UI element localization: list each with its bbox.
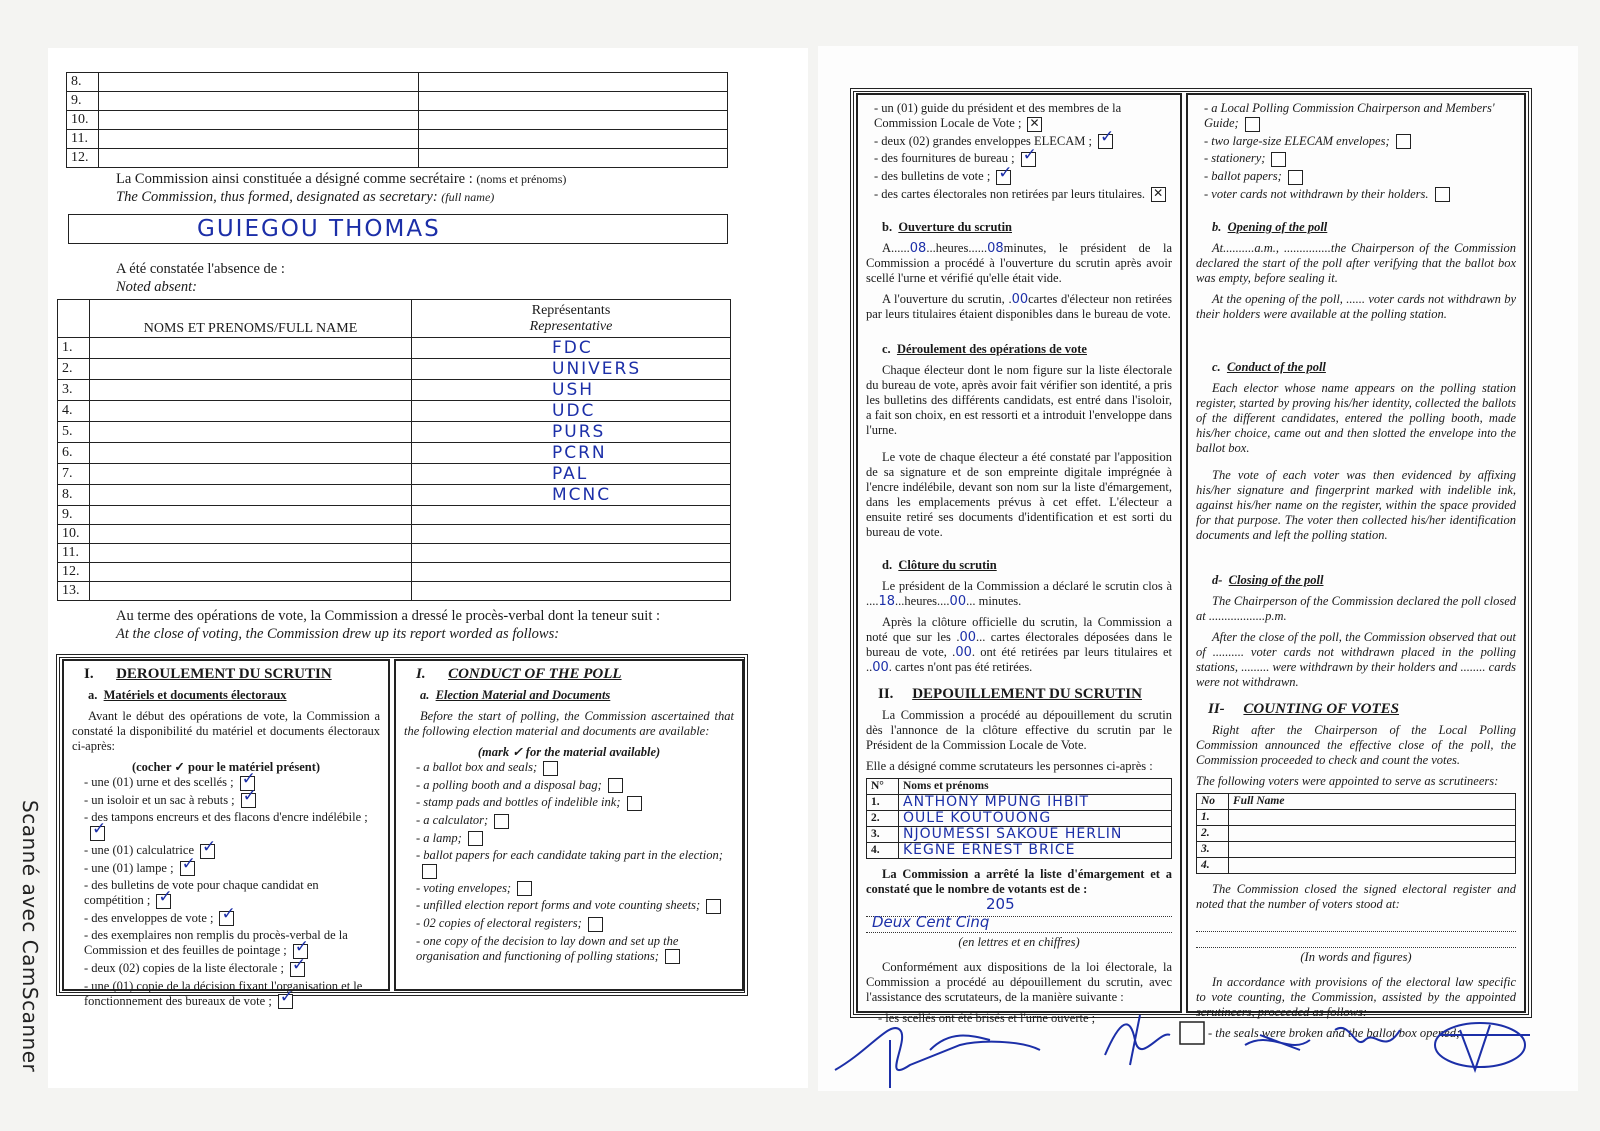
absent-name-cell[interactable] [90,485,412,506]
checkbox[interactable] [996,170,1011,185]
checkbox[interactable] [290,962,305,977]
absent-rep-cell[interactable] [412,525,731,544]
checkbox[interactable] [422,864,437,879]
table-row: 5. PURS [58,422,731,443]
rfr-material-item: - des bulletins de vote ;✓ [874,169,1172,185]
scrutineers-table-en: No Full Name 1. 2. 3. 4. [1196,793,1516,874]
report-intro-fr: Au terme des opérations de vote, la Commission a dressé le procès-verbal dont la teneur suit : [116,608,661,624]
table-row: 3. [1197,842,1516,858]
checkbox[interactable] [1396,134,1411,149]
member-rep-cell[interactable] [419,130,728,149]
opening-fr-p2: A l'ouverture du scrutin, .00cartes d'électeur non retirées par leurs titulaires étaient disponibles dans le bureau de vote. [866,292,1172,322]
checkbox[interactable] [1021,152,1036,167]
voters-hint-fr: (en lettres et en chiffres) [958,935,1080,950]
scrutineer-name-cell[interactable]: OULE KOUTOUONG [899,811,1172,827]
members-table-tail [66,72,728,168]
absent-rep-cell[interactable] [412,563,731,582]
absent-rep-cell[interactable]: PURS [412,422,731,443]
ren-material-list [1204,101,1516,202]
table-row: 1. [1197,810,1516,826]
rfr-material-list [874,101,1172,202]
table-row: 10. [58,525,731,544]
fr-material-item: - une (01) urne et des scellés ;✓ [84,775,380,791]
table-row: 1. FDC [58,338,731,359]
section-i-fr: I. DEROULEMENT DU SCRUTIN a. Matériels et documents électoraux Avant le début des opérations de vote, la Commission a constaté la disponibilité du matériel et documents électoraux ci-après: (cocher ✓ pour le matériel présent) - une (01) urne et des scellés ;✓ - un isoloir et un sac à rebuts ;✓ - des tampons encreurs et des flacons d'encre indélébile ;✓ - une (01) calculatrice✓ - une (01) lampe ;✓ - des bulletins de vote pour chaque candidat en compétition ;✓ - des enveloppes de vote ;✓ - des exemplaires non remplis du procès-verbal de la Commission et des feuilles de pointage ;✓ - deux (02) copies de la liste électorale ;✓ - une (01) copie de la décision fixant l'organisation et le fonctionnement des bureaux de vote ;✓ [62,659,390,991]
absent-rep-cell[interactable]: UDC [412,401,731,422]
voters-words-line[interactable]: Deux Cent Cinq [866,919,1172,933]
en-material-item: - a ballot box and seals; [416,760,734,776]
ren-material-item: - ballot papers; [1204,169,1516,185]
closing-fr-p2: Après la clôture officielle du scrutin, la Commission a noté que sur les .00... cartes électorales déposées dans le bureau de vote, .00. ont été retirées par leurs titulaires et ..00. cartes n'ont pas été retirées. [866,615,1173,676]
table-row: 2. [1197,826,1516,842]
table-row: 7. PAL [58,464,731,485]
checkbox[interactable] [278,994,293,1009]
en-material-item: - ballot papers for each candidate taking part in the election; [416,848,734,879]
checkbox[interactable] [494,814,509,829]
absent-rep-cell[interactable] [412,544,731,563]
law-en-item: - the seals were broken and the ballot box opened; [1208,1026,1461,1041]
table-row: 4. KEGNE ERNEST BRICE [867,843,1172,859]
rfr-material-item: - deux (02) grandes enveloppes ELECAM ;✓ [874,134,1172,150]
absent-name-cell[interactable] [90,563,412,582]
checkbox[interactable] [241,793,256,808]
signatures-area [830,1010,1550,1090]
checkbox[interactable] [468,831,483,846]
right-fr-column: - un (01) guide du président et des membres de la Commission Locale de Vote ;✕ - deux (02) grandes enveloppes ELECAM ;✓ - des fournitures de bureau ;✓ - des bulletins de vote ;✓ - des cartes électorales non retirées par leurs titulaires.✕ b. Ouverture du scrutin A......08...heures......08minutes, le président de la Commission a procédé à l'ouverture du scrutin après avoir scellé l'urne et vérifié qu'elle était vide. A l'ouverture du scrutin, .00cartes d'électeur non retirées par leurs titulaires étaient disponibles dans le bureau de vote. c. Déroulement des opérations de vote Chaque électeur dont le nom figure sur la liste électorale du bureau de vote, après avoir fait vérifier son identité, a pris les bulletins des différents candidats, est entré dans l'isoloir, a fait son choix, en est ressorti et a introduit l'enveloppe dans l'urne. Le vote de chaque électeur a été constaté par l'apposition de sa signature et de son empreinte digitale imprégnée à l'encre indélébile, devant son nom sur la liste d'émargement, dans les emplacements prévus à cet effet. L'électeur a ensuite retiré ses documents d'identification et est sorti du bureau de vote. d. Clôture du scrutin Le président de la Commission a déclaré le scrutin clos à ....18...heures....00... minutes. Après la clôture officielle du scrutin, la Commission a noté que sur les .00... cartes électorales déposées dans le bureau de vote, .00. ont été retirées par leurs titulaires et ..00. cartes n'ont pas été retirées. II. DEPOUILLEMENT DU SCRUTIN La Commission a procédé au dépouillement du scrutin dès l'annonce de la clôture effective du scrutin par le Président de la Commission Locale de Vote. Elle a désigné comme scrutateurs les personnes ci-après : N° Noms et prénoms 1. ANTHONY MPUNG IHBIT 2. OULE KOUTOUONG 3. NJOUMESSI SAKOUE HERLIN 4. KEGNE ERNEST BRICE La Commission a arrêté la liste d'émargement et a constaté que le nombre de votants est de : 205 Deux Cent Cinq (en lettres et en chiffres) Conformément aux dispositions de la loi électorale, la Commission a procédé au dépouillement du scrutin, avec l'assistance des scrutateurs, de la manière suivante : - les scellés ont été brisés et l'urne ouverte ; [856,93,1182,1013]
member-rep-cell[interactable] [419,73,728,92]
en-material-item: - voting envelopes; [416,881,734,897]
en-material-item: - a calculator; [416,813,734,829]
signature-1 [830,1010,1050,1090]
table-row: 3. NJOUMESSI SAKOUE HERLIN [867,827,1172,843]
absent-rep-cell[interactable]: PAL [412,464,731,485]
en-material-item: - unfilled election report forms and vote counting sheets; [416,898,734,914]
absence-label-en: Noted absent: [116,279,197,295]
secretary-label-fr: La Commission ainsi constituée a désigné comme secrétaire : (noms et prénoms) [116,171,567,187]
voters-label-fr: La Commission a arrêté la liste d'émargement et a constaté que le nombre de votants est de : [866,867,1172,897]
table-row: 12. [67,149,728,168]
scrutineer-name-cell[interactable] [1229,842,1516,858]
opening-en-p2: At the opening of the poll, ...... voter cards not withdrawn by their holders were available at the polling station. [1196,292,1516,322]
absent-rep-cell[interactable]: USH [412,380,731,401]
table-row: 1. ANTHONY MPUNG IHBIT [867,795,1172,811]
scrutineer-name-cell[interactable]: KEGNE ERNEST BRICE [899,843,1172,859]
ren-material-item: - a Local Polling Commission Chairperson and Members' Guide; [1204,101,1495,130]
checkbox[interactable] [156,894,171,909]
scrutineer-name-cell[interactable] [1229,810,1516,826]
voters-hint-en: (In words and figures) [1300,950,1412,965]
checkbox[interactable] [543,761,558,776]
fr-material-item: - des exemplaires non remplis du procès-verbal de la Commission et des feuilles de pointage ;✓ [84,928,380,959]
checkbox[interactable] [1027,117,1042,132]
scrutineer-name-cell[interactable] [1229,858,1516,874]
report-intro-en: At the close of voting, the Commission drew up its report worded as follows: [116,626,560,642]
conduct-fr-p2: Le vote de chaque électeur a été constaté par l'apposition de sa signature et de son empreinte digitale imprégnée à l'encre indélébile, devant son nom sur la liste d'émargement, dans les emplacements prévus à cet effet. L'électeur a ensuite retiré ses documents d'identification et est sorti du bureau de vote. [866,450,1172,540]
rfr-material-item: - des cartes électorales non retirées par leurs titulaires.✕ [874,187,1172,203]
right-en-column: - a Local Polling Commission Chairperson and Members' Guide; - two large-size ELECAM envelopes; - stationery; - ballot papers; - voter cards not withdrawn by their holders. b. Opening of the poll At..........a.m., ...............the Chairperson of the Commission declared the start of the poll after verifying that the ballot box was empty, before sealing it. At the opening of the poll, ...... voter cards not withdrawn by their holders were available at the polling station. c. Conduct of the poll Each elector whose name appears on the polling station register, started by proving his/her identity, collected the ballots of the different candidates, entered the polling booth, made his/her choice, came out and then slotted the envelope into the ballot box. The vote of each voter was then evidenced by affixing his/her signature and fingerprint marked with indelible ink, against his/her name on the register, within the space provided for that purpose. The voter then collected his/her identification documents and left the polling station. d- Closing of the poll The Chairperson of the Commission declared the poll closed at ..................p.m. After the close of the poll, the Commission observed that out of .......... voter cards not withdrawn placed in the polling stations, ......... were withdrawn by their holders and ........ cards were not withdrawn. II- COUNTING OF VOTES Right after the Chairperson of the Local Polling Commission announced the effective close of the poll, the Commission proceeded to check and count the votes. The following voters were appointed to serve as scrutineers: No Full Name 1. 2. 3. 4. The Commission closed the signed electoral register and noted that the number of voters stood at: (In words and figures) In accordance with provisions of the electoral law specific to vote counting, the Commission, assisted by the appointed scrutineers, proceeded as follows: - the seals were broken and the ballot box opened; [1186,93,1526,1013]
member-rep-cell[interactable] [419,111,728,130]
signature-2 [1100,1010,1220,1070]
table-row: 2. UNIVERS [58,359,731,380]
law-fr-item: - les scellés ont été brisés et l'urne ouverte ; [878,1011,1096,1026]
table-row: 4. UDC [58,401,731,422]
checkbox[interactable] [517,881,532,896]
absent-name-cell[interactable] [90,338,412,359]
table-row: 2. OULE KOUTOUONG [867,811,1172,827]
absence-table [57,299,731,601]
scrutineer-name-cell[interactable]: ANTHONY MPUNG IHBIT [899,795,1172,811]
ren-material-item: - voter cards not withdrawn by their holders. [1204,187,1516,203]
section-i-en: I. CONDUCT OF THE POLL a. Election Material and Documents Before the start of polling, the Commission ascertained that the following election material and documents are available: (mark ✓ for the material available) - a ballot box and seals; - a polling booth and a disposal bag; - stamp pads and bottles of indelible ink; - a calculator; - a lamp; - ballot papers for each candidate taking part in the election; - voting envelopes; - unfilled election report forms and vote counting sheets; - 02 copies of electoral registers; - one copy of the decision to lay down and set up the organisation and functioning of polling stations; [394,659,744,991]
member-name-cell[interactable] [99,149,419,168]
secretary-label-en: The Commission, thus formed, designated as secretary: (full name) [116,189,495,205]
absent-name-cell[interactable] [90,380,412,401]
table-row: 9. [67,92,728,111]
absent-rep-cell[interactable]: FDC [412,338,731,359]
conduct-en-p1: Each elector whose name appears on the polling station register, started by proving his/her identity, collected the ballots of the different candidates, entered the polling booth, made his/her choice, came out and then slotted the envelope into the ballot box. [1196,381,1516,456]
secretary-name-field[interactable] [68,214,728,244]
checkbox[interactable] [1151,187,1166,202]
scrutineers-table-fr: N° Noms et prénoms 1. ANTHONY MPUNG IHBIT 2. OULE KOUTOUONG 3. NJOUMESSI SAKOUE HERLIN 4. KEGNE ERNEST BRICE [866,778,1172,859]
checkbox[interactable] [1098,134,1113,149]
opening-en-p1: At..........a.m., ...............the Chairperson of the Commission declared the start of the poll after verifying that the ballot box was empty, before sealing it. [1196,241,1516,286]
en-material-item: - one copy of the decision to lay down and set up the organisation and functioning of polling stations; [416,933,679,963]
checkbox[interactable] [1271,152,1286,167]
absent-rep-cell[interactable]: UNIVERS [412,359,731,380]
counting-en-p1: Right after the Chairperson of the Local Polling Commission announced the effective close of the poll, the Commission proceeded to check and count the votes. [1196,723,1516,768]
absent-name-cell[interactable] [90,422,412,443]
closing-minutes[interactable]: 00 [949,594,967,610]
member-rep-cell[interactable] [419,149,728,168]
fr-material-item: - une (01) calculatrice✓ [84,843,380,859]
cards-not-withdrawn[interactable]: 00 [872,660,889,676]
voters-line-en-2[interactable] [1196,934,1516,948]
voters-figures-line[interactable]: 205 [866,903,1172,917]
checkbox[interactable] [200,844,215,859]
section-i-fr-intro: Avant le début des opérations de vote, la Commission a constaté la disponibilité du matériel et documents électoraux ci-après: [72,709,380,753]
absent-name-cell[interactable] [90,582,412,601]
voters-label-en: The Commission closed the signed electoral register and noted that the number of voters stood at: [1196,882,1516,912]
absence-label-fr: A été constatée l'absence de : [116,261,285,277]
absent-name-cell[interactable] [90,544,412,563]
fr-material-item: - une (01) copie de la décision fixant l'organisation et le fonctionnement des bureaux de vote ;✓ [84,979,380,1010]
absent-name-cell[interactable] [90,359,412,380]
closing-fr-p1: Le président de la Commission a déclaré le scrutin clos à ....18...heures....00... minutes. [866,579,1172,610]
fr-material-item: - des tampons encreurs et des flacons d'encre indélébile ;✓ [84,810,380,841]
checkbox[interactable] [1245,117,1260,132]
conduct-fr-p1: Chaque électeur dont le nom figure sur la liste électorale du bureau de vote, après avoir fait vérifier son identité, a pris les bulletins des différents candidats, est entré dans l'isoloir, a fait son choix, en est ressorti et a introduit l'enveloppe dans l'urne. [866,363,1172,438]
member-rep-cell[interactable] [419,92,728,111]
rfr-material-item: - des fournitures de bureau ;✓ [874,151,1172,167]
opening-minutes[interactable]: 08 [987,241,1004,257]
section-i-en-instruction: (mark ✓ for the material available) [477,745,661,759]
opening-hours[interactable]: 08 [909,241,927,257]
law-en-p: In accordance with provisions of the electoral law specific to vote counting, the Commission, assisted by the appointed scrutineers, proceeded as follows: [1196,975,1516,1020]
absent-rep-cell[interactable]: PCRN [412,443,731,464]
absent-name-cell[interactable] [90,443,412,464]
absent-rep-cell[interactable]: MCNC [412,485,731,506]
absence-col-num [58,300,90,338]
cards-deposited[interactable]: 00 [959,630,976,646]
checkbox[interactable] [608,778,623,793]
conduct-en-p2: The vote of each voter was then evidenced by affixing his/her signature and fingerprint marked with indelible ink, against his/her name on the register, within the space provided for that purpose. The voter then collected his/her identification documents and left the polling station. [1196,468,1516,543]
counting-fr-p1: La Commission a procédé au dépouillement du scrutin dès l'annonce de la clôture effective du scrutin par le Président de la Commission Locale de Vote. [866,708,1172,753]
checkbox[interactable] [588,917,603,932]
table-row: 11. [58,544,731,563]
table-row: 13. [58,582,731,601]
member-name-cell[interactable] [99,92,419,111]
fr-material-item: - un isoloir et un sac à rebuts ;✓ [84,793,380,809]
closing-en-p1: The Chairperson of the Commission declared the poll closed at ..................p.m. [1196,594,1516,624]
closing-hours[interactable]: 18 [878,594,896,610]
en-material-item: - a lamp; [416,831,734,847]
en-material-item: - a polling booth and a disposal bag; [416,778,734,794]
checkbox[interactable] [180,861,195,876]
voters-line-en-1[interactable] [1196,918,1516,932]
checkbox[interactable] [706,899,721,914]
table-row: 8. MCNC [58,485,731,506]
absent-name-cell[interactable] [90,506,412,525]
table-row: 6. PCRN [58,443,731,464]
table-row: 9. [58,506,731,525]
section-i-en-intro: Before the start of polling, the Commission ascertained that the following election material and documents are available: [404,709,734,738]
fr-material-item: - deux (02) copies de la liste électorale ;✓ [84,961,380,977]
absent-name-cell[interactable] [90,464,412,485]
member-name-cell[interactable] [99,111,419,130]
checkbox[interactable] [219,911,234,926]
opening-cards[interactable]: 00 [1011,292,1029,308]
secretary-name-value: GUIEGOU THOMAS [197,216,441,242]
absent-rep-cell[interactable] [412,506,731,525]
scrutineer-name-cell[interactable] [1229,826,1516,842]
en-material-item: - stamp pads and bottles of indelible ink; [416,795,734,811]
checkbox[interactable] [665,949,680,964]
en-material-item: - 02 copies of electoral registers; [416,916,734,932]
fr-material-item: - une (01) lampe ;✓ [84,861,380,877]
rfr-material-item: - un (01) guide du président et des membres de la Commission Locale de Vote ;✕ [874,101,1172,132]
law-fr-p: Conformément aux dispositions de la loi électorale, la Commission a procédé au dépouillement du scrutin, avec l'assistance des scrutateurs, de la manière suivante : [866,960,1172,1005]
ren-material-item: - two large-size ELECAM envelopes; [1204,134,1516,150]
absent-name-cell[interactable] [90,525,412,544]
member-name-cell[interactable] [99,130,419,149]
signature-4 [1430,1010,1540,1080]
fr-material-list [84,775,380,1009]
cards-withdrawn[interactable]: 00 [955,645,972,661]
absent-name-cell[interactable] [90,401,412,422]
fr-material-item: - des enveloppes de vote ;✓ [84,911,380,927]
en-material-list [416,760,734,964]
table-row: 10. [67,111,728,130]
camscanner-watermark: Scanné avec CamScanner [18,800,42,1073]
counting-fr-p2: Elle a désigné comme scrutateurs les personnes ci-après : [866,759,1153,774]
absent-rep-cell[interactable] [412,582,731,601]
closing-en-p2: After the close of the poll, the Commission observed that out of .......... voter cards not withdrawn placed in the polling stations, ......... were withdrawn by their holders and ........ cards were not withdrawn. [1196,630,1516,690]
checkbox[interactable] [1435,187,1450,202]
counting-en-p2: The following voters were appointed to serve as scrutineers: [1196,774,1499,789]
ren-material-item: - stationery; [1204,151,1516,167]
absence-col-name: NOMS ET PRENOMS/FULL NAME [90,300,412,338]
scrutineer-name-cell[interactable]: NJOUMESSI SAKOUE HERLIN [899,827,1172,843]
checkbox[interactable] [90,826,105,841]
section-i-fr-instruction: (cocher ✓ pour le matériel présent) [131,760,321,774]
table-row: 11. [67,130,728,149]
member-name-cell[interactable] [99,73,419,92]
signature-3 [1240,1010,1420,1070]
table-row: 8. [67,73,728,92]
table-row: 4. [1197,858,1516,874]
checkbox[interactable] [627,796,642,811]
table-row: 12. [58,563,731,582]
opening-fr-p1: A......08...heures......08minutes, le président de la Commission a procédé à l'ouverture du scrutin après avoir scellé l'urne et vérifié qu'elle était vide. [866,241,1172,286]
fr-material-item: - des bulletins de vote pour chaque candidat en compétition ;✓ [84,878,380,909]
checkbox[interactable] [1288,170,1303,185]
absence-col-rep: Représentants Representative [412,300,731,338]
table-row: 3. USH [58,380,731,401]
